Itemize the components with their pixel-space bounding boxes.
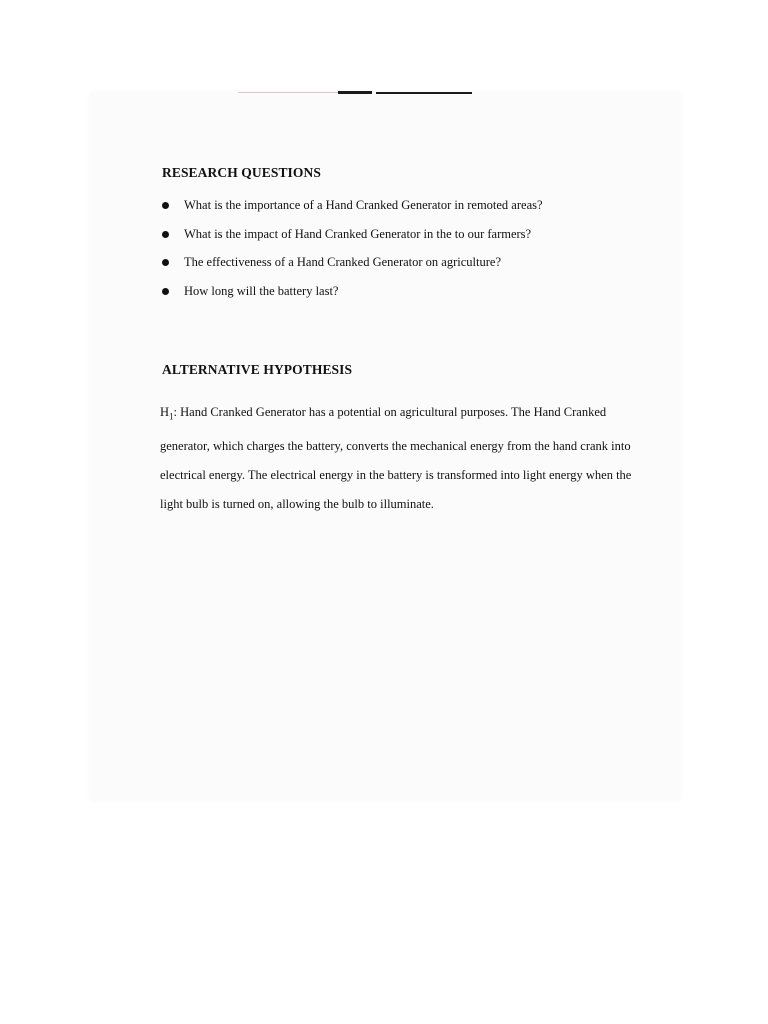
research-questions-list bbox=[160, 198, 543, 312]
top-edge-mark bbox=[338, 91, 372, 94]
question-text: What is the impact of Hand Cranked Generator in the to our farmers? bbox=[184, 226, 532, 241]
list-item bbox=[160, 227, 543, 256]
hypothesis-subscript: 1 bbox=[169, 411, 174, 422]
hypothesis-line: generator, which charges the battery, converts the mechanical energy from the hand crank into bbox=[160, 438, 631, 453]
hypothesis-line bbox=[160, 398, 626, 432]
alternative-hypothesis-heading: ALTERNATIVE HYPOTHESIS bbox=[162, 362, 353, 377]
list-item bbox=[160, 284, 543, 313]
bullet-icon bbox=[162, 231, 169, 238]
hypothesis-symbol: H bbox=[160, 405, 170, 419]
question-text: What is the importance of a Hand Cranked Generator in remoted areas? bbox=[184, 198, 543, 212]
top-edge-mark bbox=[238, 92, 338, 93]
list-item bbox=[160, 198, 543, 227]
bullet-icon bbox=[162, 202, 169, 209]
hypothesis-paragraph bbox=[160, 398, 632, 519]
research-questions-heading: RESEARCH QUESTIONS bbox=[162, 165, 321, 180]
bullet-icon bbox=[162, 288, 169, 295]
list-item bbox=[160, 255, 543, 284]
hypothesis-line: light bulb is turned on, allowing the bulb to illuminate. bbox=[160, 496, 434, 511]
hypothesis-line: electrical energy. The electrical energy in the battery is transformed into light energy when the bbox=[160, 467, 632, 482]
bullet-icon bbox=[162, 259, 169, 266]
top-edge-mark bbox=[376, 92, 472, 94]
hypothesis-text: : Hand Cranked Generator has a potential on agricultural purposes. The Hand Cranked bbox=[173, 405, 607, 419]
question-text: The effectiveness of a Hand Cranked Generator on agriculture? bbox=[184, 255, 501, 269]
question-text: How long will the battery last? bbox=[184, 283, 339, 298]
